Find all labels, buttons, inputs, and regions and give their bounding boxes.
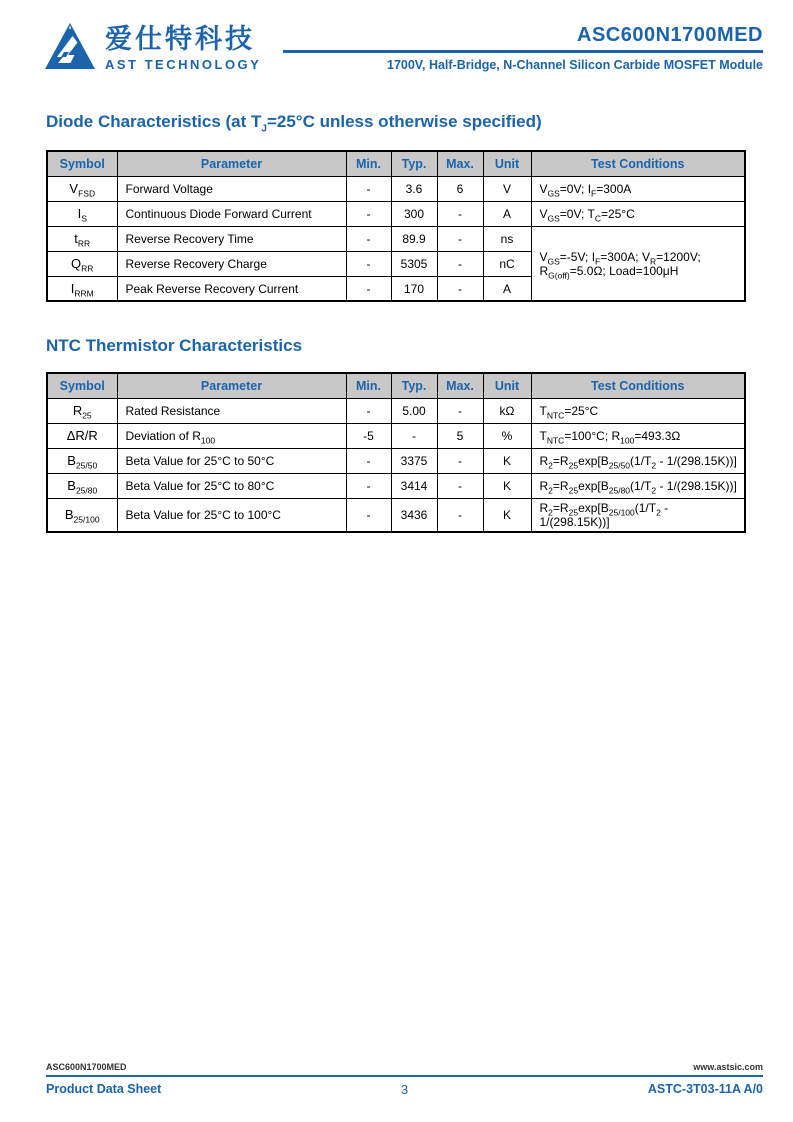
part-subtitle: 1700V, Half-Bridge, N-Channel Silicon Carbide MOSFET Module bbox=[387, 58, 763, 72]
ntc-characteristics-table bbox=[46, 372, 746, 533]
brand-name-cn: 爱仕特科技 bbox=[105, 24, 255, 55]
table-row bbox=[47, 398, 745, 423]
column-header: Max. bbox=[437, 151, 483, 176]
footer-doc-code: ASTC-3T03-11A A/0 bbox=[647, 1082, 763, 1096]
max-cell: - bbox=[437, 201, 483, 226]
symbol-cell: $B_{25/100}$ bbox=[47, 498, 117, 532]
test-cell: $R_2=R_{25}\exp[B_{25/50}(1/T_2 - 1/(298.15K))]$ bbox=[531, 448, 745, 473]
unit-cell: K bbox=[483, 498, 531, 532]
ast-logo-icon bbox=[45, 22, 95, 75]
typ-cell: 3375 bbox=[391, 448, 437, 473]
unit-cell: % bbox=[483, 423, 531, 448]
min-cell: - bbox=[346, 251, 391, 276]
column-header: Test Conditions bbox=[531, 151, 745, 176]
min-cell: - bbox=[346, 176, 391, 201]
min-cell: - bbox=[346, 276, 391, 301]
column-header: Unit bbox=[483, 373, 531, 398]
parameter-cell: Beta Value for 25°C to 100°C bbox=[117, 498, 346, 532]
typ-cell: 3414 bbox=[391, 473, 437, 498]
symbol-cell: $Q_{RR}$ bbox=[47, 251, 117, 276]
max-cell: - bbox=[437, 473, 483, 498]
parameter-cell: Beta Value for 25°C to 50°C bbox=[117, 448, 346, 473]
symbol-cell: $B_{25/50}$ bbox=[47, 448, 117, 473]
symbol-cell: $B_{25/80}$ bbox=[47, 473, 117, 498]
min-cell: - bbox=[346, 473, 391, 498]
test-cell: $T_{NTC}=25^\circ C$ bbox=[531, 398, 745, 423]
column-header: Symbol bbox=[47, 373, 117, 398]
unit-cell: K bbox=[483, 473, 531, 498]
max-cell: 5 bbox=[437, 423, 483, 448]
symbol-cell: $t_{RR}$ bbox=[47, 226, 117, 251]
column-header: Max. bbox=[437, 373, 483, 398]
parameter-cell: Reverse Recovery Charge bbox=[117, 251, 346, 276]
symbol-cell: $I_{RRM}$ bbox=[47, 276, 117, 301]
min-cell: - bbox=[346, 448, 391, 473]
brand-name-en: AST TECHNOLOGY bbox=[105, 56, 262, 72]
section-title-ntc: NTC Thermistor Characteristics bbox=[46, 336, 303, 355]
test-cell: $V_{GS}=0V$; $I_F=300A$ bbox=[531, 176, 745, 201]
column-header: Min. bbox=[346, 373, 391, 398]
table-row bbox=[47, 473, 745, 498]
max-cell: - bbox=[437, 251, 483, 276]
typ-cell: - bbox=[391, 423, 437, 448]
max-cell: 6 bbox=[437, 176, 483, 201]
max-cell: - bbox=[437, 398, 483, 423]
part-number-title: ASC600N1700MED bbox=[577, 24, 763, 46]
brand bbox=[45, 22, 261, 75]
table-row bbox=[47, 423, 745, 448]
max-cell: - bbox=[437, 276, 483, 301]
column-header: Typ. bbox=[391, 373, 437, 398]
parameter-cell: Continuous Diode Forward Current bbox=[117, 201, 346, 226]
parameter-cell: Rated Resistance bbox=[117, 398, 346, 423]
typ-cell: 3436 bbox=[391, 498, 437, 532]
symbol-cell: $V_{FSD}$ bbox=[47, 176, 117, 201]
page-footer bbox=[46, 1062, 763, 1096]
typ-cell: 300 bbox=[391, 201, 437, 226]
footer-page-number: 3 bbox=[400, 1082, 409, 1097]
max-cell: - bbox=[437, 226, 483, 251]
parameter-cell: Deviation of $R_{100}$ bbox=[117, 423, 346, 448]
test-cell: $R_2=R_{25}\exp[B_{25/100}(1/T_2 - 1/(298.15K))]$ bbox=[531, 498, 745, 532]
min-cell: - bbox=[346, 226, 391, 251]
diode-characteristics-table bbox=[46, 150, 746, 302]
min-cell: -5 bbox=[346, 423, 391, 448]
test-cell: $R_2=R_{25}\exp[B_{25/80}(1/T_2 - 1/(298.15K))]$ bbox=[531, 473, 745, 498]
header-row bbox=[47, 373, 745, 398]
symbol-cell: $R_{25}$ bbox=[47, 398, 117, 423]
typ-cell: 3.6 bbox=[391, 176, 437, 201]
unit-cell: A bbox=[483, 276, 531, 301]
parameter-cell: Forward Voltage bbox=[117, 176, 346, 201]
typ-cell: 89.9 bbox=[391, 226, 437, 251]
diode-section bbox=[46, 112, 744, 302]
page-header bbox=[45, 22, 763, 75]
max-cell: - bbox=[437, 448, 483, 473]
header-row bbox=[47, 151, 745, 176]
ntc-section bbox=[46, 336, 744, 533]
column-header: Min. bbox=[346, 151, 391, 176]
unit-cell: A bbox=[483, 201, 531, 226]
parameter-cell: Beta Value for 25°C to 80°C bbox=[117, 473, 346, 498]
table-row bbox=[47, 176, 745, 201]
footer-part-number: ASC600N1700MED bbox=[46, 1062, 127, 1072]
min-cell: - bbox=[346, 498, 391, 532]
footer-bottom-row bbox=[46, 1082, 763, 1096]
column-header: Parameter bbox=[117, 373, 346, 398]
column-header: Typ. bbox=[391, 151, 437, 176]
footer-doc-type: Product Data Sheet bbox=[46, 1082, 162, 1096]
unit-cell: kΩ bbox=[483, 398, 531, 423]
test-cell: $V_{GS}=0V$; $T_C=25^\circ C$ bbox=[531, 201, 745, 226]
unit-cell: ns bbox=[483, 226, 531, 251]
symbol-cell: ΔR/R bbox=[47, 423, 117, 448]
min-cell: - bbox=[346, 398, 391, 423]
typ-cell: 170 bbox=[391, 276, 437, 301]
section-title-diode: Diode Characteristics (at $T_J=25^\circ C$ unless otherwise specified) bbox=[46, 112, 542, 135]
min-cell: - bbox=[346, 201, 391, 226]
table-row bbox=[47, 201, 745, 226]
test-cell: $V_{GS}=-5V$; $I_F=300A$; $V_R=1200V$; $R_{G(off)}=5.0\Omega$; Load=100μH bbox=[531, 226, 745, 301]
table-row bbox=[47, 226, 745, 251]
typ-cell: 5.00 bbox=[391, 398, 437, 423]
max-cell: - bbox=[437, 498, 483, 532]
parameter-cell: Reverse Recovery Time bbox=[117, 226, 346, 251]
footer-top-row bbox=[46, 1062, 763, 1072]
brand-text bbox=[105, 25, 261, 72]
footer-website: www.astsic.com bbox=[693, 1062, 763, 1072]
header-right bbox=[283, 22, 763, 72]
column-header: Symbol bbox=[47, 151, 117, 176]
column-header: Parameter bbox=[117, 151, 346, 176]
symbol-cell: $I_S$ bbox=[47, 201, 117, 226]
column-header: Unit bbox=[483, 151, 531, 176]
table-row bbox=[47, 448, 745, 473]
footer-divider bbox=[46, 1075, 763, 1077]
table-row bbox=[47, 498, 745, 532]
header-divider bbox=[283, 50, 763, 53]
typ-cell: 5305 bbox=[391, 251, 437, 276]
unit-cell: K bbox=[483, 448, 531, 473]
parameter-cell: Peak Reverse Recovery Current bbox=[117, 276, 346, 301]
unit-cell: V bbox=[483, 176, 531, 201]
column-header: Test Conditions bbox=[531, 373, 745, 398]
test-cell: $T_{NTC}=100^\circ C$; $R_{100}=493.3\Omega$ bbox=[531, 423, 745, 448]
unit-cell: nC bbox=[483, 251, 531, 276]
